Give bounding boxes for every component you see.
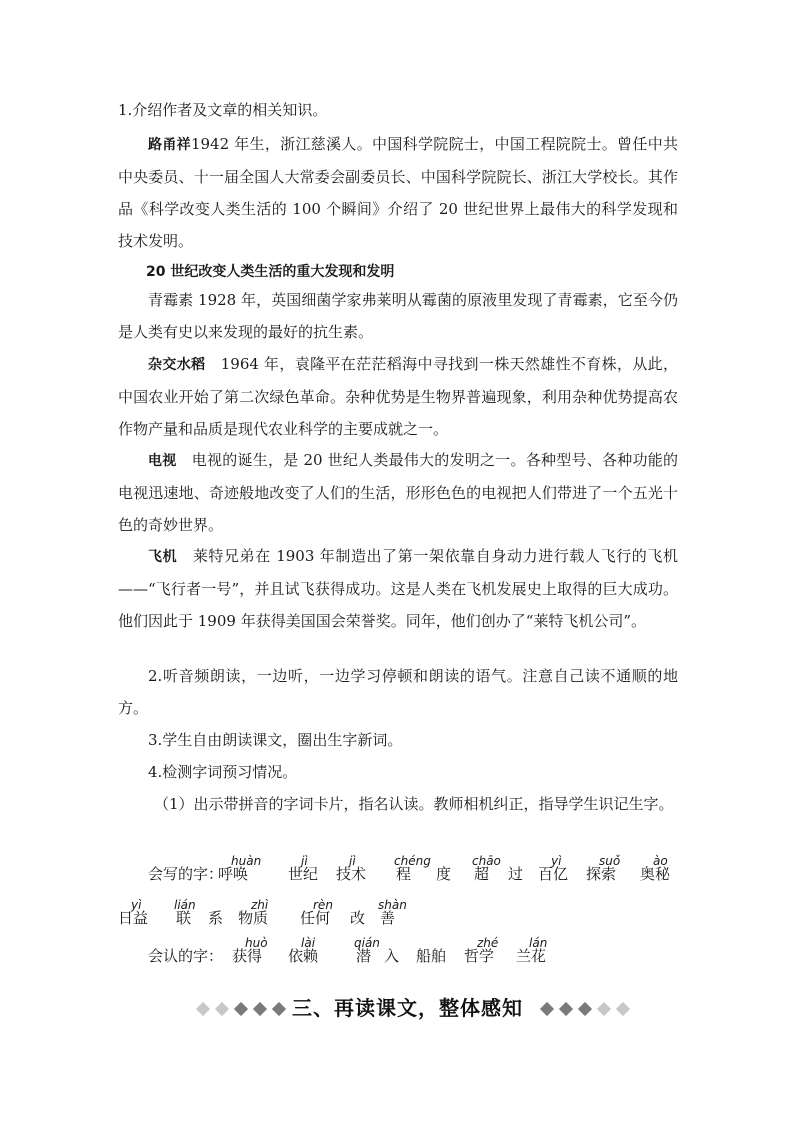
pinyin-label: yì [551,854,562,868]
diamond-icon [559,1002,573,1016]
vocab-word: 百亿 [538,865,569,883]
read-chars-label: 会认的字： [148,947,224,965]
vocab-word: 奥秘 [640,865,671,883]
rice-title: 杂交水稻 [148,357,206,373]
author-name: 路甬祥 [148,137,191,153]
author-bio: 1942 年生，浙江慈溪人。中国科学院院士，中国工程院院士。曾任中共中央委员、十一届全国人大常委会副委员长、中国科学院院长、浙江大学校长。其作品《科学改变人类生活的 100 个瞬间》介绍了 20 世纪世界上最伟大的科学发现和技术发明。 [118,135,679,250]
pinyin-label: yì [131,898,142,912]
vocab-word: 技术 [336,865,367,883]
pinyin-label: zhì [251,898,269,912]
pinyin-label: shàn [378,898,407,912]
write-chars-row-1 [118,840,678,884]
write-chars-label: 会写的字： [148,865,224,883]
diamond-icon [540,1002,554,1016]
tv-text: 电视的诞生，是 20 世纪人类最伟大的发明之一。各种型号、各种功能的电视迅速地、奇迹般地改变了人们的生活，形形色色的电视把人们带进了一个五光十色的奇妙世界。 [118,451,678,534]
penicillin-paragraph: 青霉素 1928 年，英国细菌学家弗莱明从霉菌的原液里发现了青霉素，它至今仍是人类有史以来发现的最好的抗生素。 [118,291,678,341]
vocab-word: 程 [396,865,412,883]
plane-title: 飞机 [148,549,178,565]
read-chars-row [118,922,678,966]
vocab-word: 入 [384,947,400,965]
pinyin-label: lán [529,936,548,950]
item-2: 2.听音频朗读，一边听，一边学习停顿和朗读的语气。注意自己读不通顺的地方。 [118,667,678,717]
subheading: 20 世纪改变人类生活的重大发现和发明 [146,264,395,280]
diamond-icon [616,1002,630,1016]
diamond-icon [272,1002,286,1016]
pinyin-label: lài [301,936,316,950]
pinyin-label: jì [349,854,356,868]
pinyin-label: chéng [394,854,431,868]
vocab-word: 呼唤 [218,865,249,883]
pinyin-label: suǒ [599,854,621,868]
plane-text: 莱特兄弟在 1903 年制造出了第一架依靠自身动力进行载人飞行的飞机——“飞行者一号”，并且试飞获得成功。这是人类在飞机发展史上取得的巨大成功。他们因此于 1909 年获得美国国会荣誉奖。同年，他们创办了“莱特飞机公司”。 [118,547,679,630]
pinyin-label: huàn [231,854,262,868]
pinyin-label: huò [245,936,268,950]
rice-paragraph [118,348,678,445]
vocab-word: 物质 [238,909,269,927]
section-title: 三、再读课文，整体感知 [292,996,523,1020]
diamond-icon [597,1002,611,1016]
pinyin-label: lián [174,898,196,912]
vocab-word: 系 [208,909,224,927]
diamond-icon [578,1002,592,1016]
author-paragraph [118,128,678,257]
vocab-word: 任何 [300,909,331,927]
vocab-word: 世纪 [288,865,319,883]
item-1: 1.介绍作者及文章的相关知识。 [118,101,328,119]
diamond-icon [215,1002,229,1016]
vocab-word: 度 [436,865,452,883]
pinyin-label: zhé [477,936,499,950]
item-4: 4.检测字词预习情况。 [148,763,298,781]
vocab-word: 获得 [232,947,263,965]
tv-title: 电视 [148,453,177,469]
section-header [0,992,794,1028]
vocab-word: 兰花 [516,947,547,965]
vocab-word: 船舶 [416,947,447,965]
rice-text: 1964 年，袁隆平在茫茫稻海中寻找到一株天然雄性不育株，从此，中国农业开始了第二次绿色革命。杂种优势是生物界普遍现象，利用杂种优势提高农作物产量和品质是现代农业科学的主要成就之一。 [118,355,679,438]
diamond-icon [234,1002,248,1016]
vocab-word: 潜 [356,947,372,965]
diamond-icon [196,1002,210,1016]
plane-paragraph [118,540,678,637]
vocab-word: 日益 [118,909,149,927]
vocab-word: 探索 [586,865,617,883]
vocab-word: 哲学 [464,947,495,965]
vocab-word: 依赖 [288,947,319,965]
vocab-word: 超 [474,865,490,883]
tv-paragraph [118,444,678,541]
vocab-word: 改 [350,909,366,927]
pinyin-label: chāo [472,854,501,868]
pinyin-label: rèn [313,898,333,912]
vocab-word: 过 [508,865,524,883]
diamond-icon [253,1002,267,1016]
item-3: 3.学生自由朗读课文，圈出生字新词。 [148,731,403,749]
vocab-word: 联 [176,909,192,927]
vocab-word: 善 [380,909,396,927]
pinyin-label: ào [653,854,668,868]
pinyin-label: qián [354,936,380,950]
pinyin-label: jì [301,854,308,868]
item-4-1: （1）出示带拼音的字词卡片，指名认读。教师相机纠正，指导学生识记生字。 [154,795,674,813]
